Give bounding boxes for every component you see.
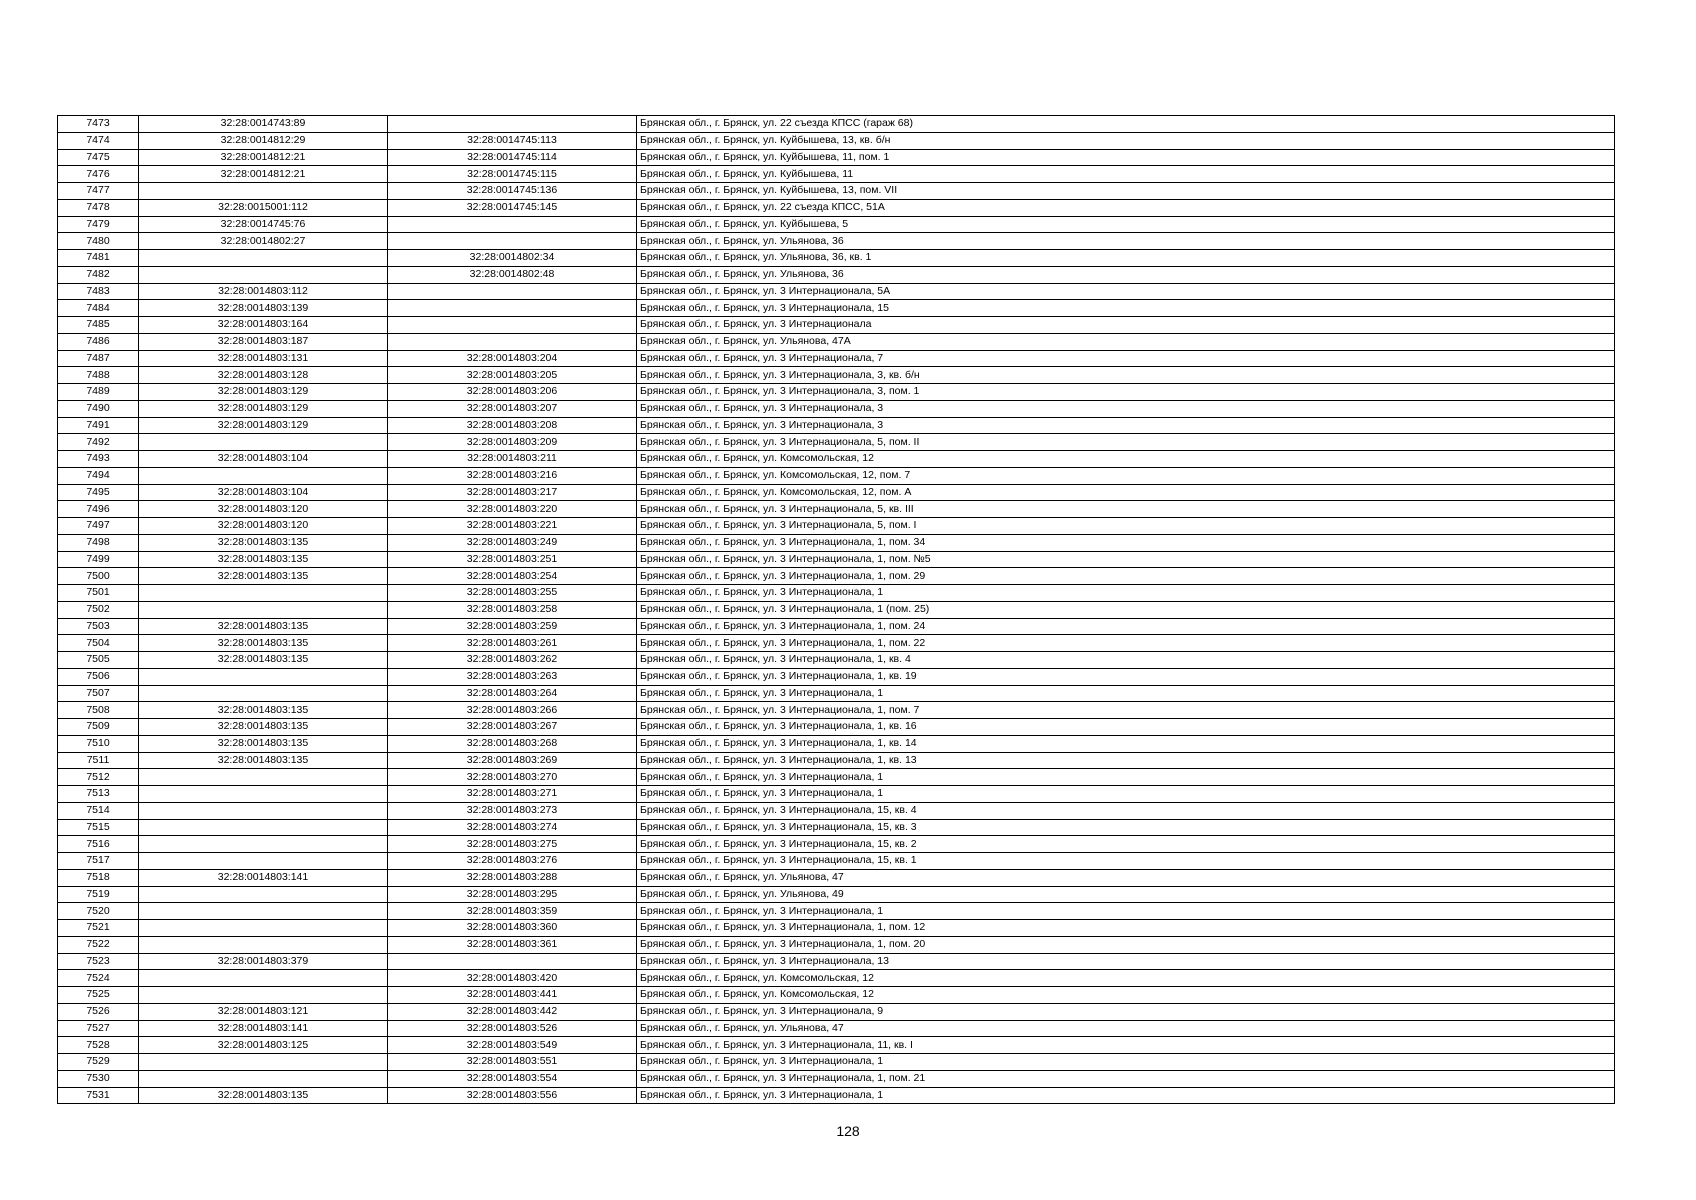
land-plot-cadastral-cell: 32:28:0014803:128 — [139, 367, 388, 384]
land-plot-cadastral-cell: 32:28:0014803:379 — [139, 953, 388, 970]
land-plot-cadastral-cell: 32:28:0014803:129 — [139, 400, 388, 417]
address-cell: Брянская обл., г. Брянск, ул. Комсомольская, 12 — [637, 987, 1615, 1004]
land-plot-cadastral-cell: 32:28:0014802:27 — [139, 233, 388, 250]
land-plot-cadastral-cell: 32:28:0014743:89 — [139, 116, 388, 133]
row-number-cell: 7521 — [58, 920, 139, 937]
table-row — [58, 853, 1615, 870]
address-cell: Брянская обл., г. Брянск, ул. 3 Интернационала, 5А — [637, 283, 1615, 300]
row-number-cell: 7507 — [58, 685, 139, 702]
object-cadastral-cell: 32:28:0014745:113 — [388, 132, 637, 149]
address-cell: Брянская обл., г. Брянск, ул. 3 Интернационала, 1, пом. 21 — [637, 1070, 1615, 1087]
land-plot-cadastral-cell: 32:28:0014803:129 — [139, 384, 388, 401]
address-cell: Брянская обл., г. Брянск, ул. 3 Интернационала, 9 — [637, 1003, 1615, 1020]
land-plot-cadastral-cell: 32:28:0014803:135 — [139, 551, 388, 568]
table-row — [58, 250, 1615, 267]
row-number-cell: 7499 — [58, 551, 139, 568]
row-number-cell: 7481 — [58, 250, 139, 267]
table-row — [58, 317, 1615, 334]
land-plot-cadastral-cell: 32:28:0014812:29 — [139, 132, 388, 149]
table-row — [58, 836, 1615, 853]
land-plot-cadastral-cell: 32:28:0014803:187 — [139, 333, 388, 350]
land-plot-cadastral-cell — [139, 601, 388, 618]
land-plot-cadastral-cell: 32:28:0015001:112 — [139, 199, 388, 216]
object-cadastral-cell — [388, 317, 637, 334]
object-cadastral-cell: 32:28:0014745:114 — [388, 149, 637, 166]
object-cadastral-cell: 32:28:0014802:34 — [388, 250, 637, 267]
row-number-cell: 7493 — [58, 451, 139, 468]
address-cell: Брянская обл., г. Брянск, ул. 3 Интернационала, 15, кв. 4 — [637, 802, 1615, 819]
object-cadastral-cell: 32:28:0014803:556 — [388, 1087, 637, 1104]
property-registry-table — [57, 115, 1615, 1104]
row-number-cell: 7504 — [58, 635, 139, 652]
address-cell: Брянская обл., г. Брянск, ул. 3 Интернационала, 1 — [637, 1087, 1615, 1104]
address-cell: Брянская обл., г. Брянск, ул. 3 Интернационала, 3, пом. 1 — [637, 384, 1615, 401]
row-number-cell: 7492 — [58, 434, 139, 451]
object-cadastral-cell: 32:28:0014803:220 — [388, 501, 637, 518]
object-cadastral-cell: 32:28:0014803:216 — [388, 467, 637, 484]
address-cell: Брянская обл., г. Брянск, ул. 3 Интернационала, 11, кв. I — [637, 1037, 1615, 1054]
land-plot-cadastral-cell — [139, 903, 388, 920]
object-cadastral-cell — [388, 233, 637, 250]
table-row — [58, 166, 1615, 183]
row-number-cell: 7498 — [58, 534, 139, 551]
address-cell: Брянская обл., г. Брянск, ул. Ульянова, 36 — [637, 233, 1615, 250]
table-row — [58, 233, 1615, 250]
land-plot-cadastral-cell: 32:28:0014803:135 — [139, 735, 388, 752]
address-cell: Брянская обл., г. Брянск, ул. 3 Интернационала, 5, кв. III — [637, 501, 1615, 518]
row-number-cell: 7529 — [58, 1054, 139, 1071]
land-plot-cadastral-cell: 32:28:0014803:135 — [139, 618, 388, 635]
land-plot-cadastral-cell — [139, 183, 388, 200]
land-plot-cadastral-cell: 32:28:0014745:76 — [139, 216, 388, 233]
address-cell: Брянская обл., г. Брянск, ул. 3 Интернационала, 1, пом. №5 — [637, 551, 1615, 568]
address-cell: Брянская обл., г. Брянск, ул. 3 Интернационала, 1 (пом. 25) — [637, 601, 1615, 618]
table-row — [58, 451, 1615, 468]
object-cadastral-cell — [388, 953, 637, 970]
table-row — [58, 1070, 1615, 1087]
row-number-cell: 7502 — [58, 601, 139, 618]
land-plot-cadastral-cell: 32:28:0014803:164 — [139, 317, 388, 334]
table-row — [58, 384, 1615, 401]
land-plot-cadastral-cell: 32:28:0014803:120 — [139, 501, 388, 518]
table-row — [58, 769, 1615, 786]
row-number-cell: 7505 — [58, 652, 139, 669]
table-row — [58, 819, 1615, 836]
row-number-cell: 7526 — [58, 1003, 139, 1020]
address-cell: Брянская обл., г. Брянск, ул. Куйбышева, 11 — [637, 166, 1615, 183]
row-number-cell: 7524 — [58, 970, 139, 987]
address-cell: Брянская обл., г. Брянск, ул. 3 Интернационала, 1, пом. 24 — [637, 618, 1615, 635]
address-cell: Брянская обл., г. Брянск, ул. Ульянова, 36, кв. 1 — [637, 250, 1615, 267]
object-cadastral-cell: 32:28:0014803:262 — [388, 652, 637, 669]
object-cadastral-cell — [388, 216, 637, 233]
table-row — [58, 467, 1615, 484]
row-number-cell: 7475 — [58, 149, 139, 166]
land-plot-cadastral-cell: 32:28:0014803:120 — [139, 518, 388, 535]
address-cell: Брянская обл., г. Брянск, ул. 3 Интернационала, 1 — [637, 1054, 1615, 1071]
object-cadastral-cell: 32:28:0014802:48 — [388, 266, 637, 283]
table-row — [58, 936, 1615, 953]
row-number-cell: 7528 — [58, 1037, 139, 1054]
address-cell: Брянская обл., г. Брянск, ул. 3 Интернационала, 1, кв. 19 — [637, 668, 1615, 685]
object-cadastral-cell — [388, 283, 637, 300]
row-number-cell: 7510 — [58, 735, 139, 752]
address-cell: Брянская обл., г. Брянск, ул. 3 Интернационала, 3 — [637, 400, 1615, 417]
address-cell: Брянская обл., г. Брянск, ул. 3 Интернационала — [637, 317, 1615, 334]
table-row — [58, 149, 1615, 166]
object-cadastral-cell: 32:28:0014803:217 — [388, 484, 637, 501]
land-plot-cadastral-cell: 32:28:0014803:104 — [139, 484, 388, 501]
address-cell: Брянская обл., г. Брянск, ул. 3 Интернационала, 1 — [637, 786, 1615, 803]
registry-table-body — [58, 116, 1615, 1104]
table-row — [58, 216, 1615, 233]
land-plot-cadastral-cell — [139, 585, 388, 602]
table-row — [58, 417, 1615, 434]
address-cell: Брянская обл., г. Брянск, ул. 3 Интернационала, 1 — [637, 585, 1615, 602]
row-number-cell: 7522 — [58, 936, 139, 953]
row-number-cell: 7527 — [58, 1020, 139, 1037]
address-cell: Брянская обл., г. Брянск, ул. 3 Интернационала, 5, пом. I — [637, 518, 1615, 535]
land-plot-cadastral-cell — [139, 1054, 388, 1071]
address-cell: Брянская обл., г. Брянск, ул. 3 Интернационала, 1, пом. 12 — [637, 920, 1615, 937]
address-cell: Брянская обл., г. Брянск, ул. 3 Интернационала, 15, кв. 3 — [637, 819, 1615, 836]
object-cadastral-cell: 32:28:0014803:270 — [388, 769, 637, 786]
land-plot-cadastral-cell: 32:28:0014803:135 — [139, 702, 388, 719]
table-row — [58, 518, 1615, 535]
land-plot-cadastral-cell: 32:28:0014803:135 — [139, 752, 388, 769]
address-cell: Брянская обл., г. Брянск, ул. Комсомольская, 12, пом. 7 — [637, 467, 1615, 484]
address-cell: Брянская обл., г. Брянск, ул. Ульянова, 36 — [637, 266, 1615, 283]
address-cell: Брянская обл., г. Брянск, ул. Ульянова, 47 — [637, 1020, 1615, 1037]
row-number-cell: 7474 — [58, 132, 139, 149]
table-row — [58, 199, 1615, 216]
table-row — [58, 903, 1615, 920]
table-row — [58, 652, 1615, 669]
row-number-cell: 7517 — [58, 853, 139, 870]
table-row — [58, 400, 1615, 417]
object-cadastral-cell: 32:28:0014803:266 — [388, 702, 637, 719]
object-cadastral-cell: 32:28:0014803:267 — [388, 719, 637, 736]
row-number-cell: 7509 — [58, 719, 139, 736]
table-row — [58, 132, 1615, 149]
address-cell: Брянская обл., г. Брянск, ул. 3 Интернационала, 1, пом. 20 — [637, 936, 1615, 953]
land-plot-cadastral-cell — [139, 786, 388, 803]
object-cadastral-cell: 32:28:0014803:255 — [388, 585, 637, 602]
object-cadastral-cell: 32:28:0014803:274 — [388, 819, 637, 836]
row-number-cell: 7503 — [58, 618, 139, 635]
object-cadastral-cell: 32:28:0014803:206 — [388, 384, 637, 401]
row-number-cell: 7516 — [58, 836, 139, 853]
row-number-cell: 7518 — [58, 869, 139, 886]
land-plot-cadastral-cell — [139, 434, 388, 451]
object-cadastral-cell: 32:28:0014803:276 — [388, 853, 637, 870]
object-cadastral-cell — [388, 300, 637, 317]
land-plot-cadastral-cell: 32:28:0014803:112 — [139, 283, 388, 300]
address-cell: Брянская обл., г. Брянск, ул. 22 съезда КПСС, 51А — [637, 199, 1615, 216]
address-cell: Брянская обл., г. Брянск, ул. 3 Интернационала, 7 — [637, 350, 1615, 367]
row-number-cell: 7487 — [58, 350, 139, 367]
object-cadastral-cell — [388, 333, 637, 350]
object-cadastral-cell: 32:28:0014803:273 — [388, 802, 637, 819]
row-number-cell: 7477 — [58, 183, 139, 200]
row-number-cell: 7513 — [58, 786, 139, 803]
land-plot-cadastral-cell: 32:28:0014812:21 — [139, 149, 388, 166]
object-cadastral-cell: 32:28:0014803:361 — [388, 936, 637, 953]
address-cell: Брянская обл., г. Брянск, ул. 3 Интернационала, 1, пом. 22 — [637, 635, 1615, 652]
address-cell: Брянская обл., г. Брянск, ул. Комсомольская, 12, пом. А — [637, 484, 1615, 501]
object-cadastral-cell: 32:28:0014803:441 — [388, 987, 637, 1004]
page-number: 128 — [836, 1123, 860, 1139]
object-cadastral-cell: 32:28:0014803:264 — [388, 685, 637, 702]
table-row — [58, 970, 1615, 987]
object-cadastral-cell: 32:28:0014803:551 — [388, 1054, 637, 1071]
row-number-cell: 7479 — [58, 216, 139, 233]
table-row — [58, 1054, 1615, 1071]
object-cadastral-cell: 32:28:0014803:554 — [388, 1070, 637, 1087]
address-cell: Брянская обл., г. Брянск, ул. 3 Интернационала, 1, пом. 7 — [637, 702, 1615, 719]
row-number-cell: 7508 — [58, 702, 139, 719]
object-cadastral-cell: 32:28:0014803:526 — [388, 1020, 637, 1037]
table-row — [58, 987, 1615, 1004]
row-number-cell: 7514 — [58, 802, 139, 819]
object-cadastral-cell: 32:28:0014803:288 — [388, 869, 637, 886]
object-cadastral-cell: 32:28:0014803:360 — [388, 920, 637, 937]
object-cadastral-cell: 32:28:0014803:269 — [388, 752, 637, 769]
table-row — [58, 702, 1615, 719]
address-cell: Брянская обл., г. Брянск, ул. 3 Интернационала, 1, пом. 34 — [637, 534, 1615, 551]
table-row — [58, 635, 1615, 652]
address-cell: Брянская обл., г. Брянск, ул. 3 Интернационала, 5, пом. II — [637, 434, 1615, 451]
row-number-cell: 7489 — [58, 384, 139, 401]
object-cadastral-cell: 32:28:0014803:442 — [388, 1003, 637, 1020]
land-plot-cadastral-cell: 32:28:0014803:135 — [139, 568, 388, 585]
address-cell: Брянская обл., г. Брянск, ул. 3 Интернационала, 1, кв. 16 — [637, 719, 1615, 736]
address-cell: Брянская обл., г. Брянск, ул. 3 Интернационала, 15 — [637, 300, 1615, 317]
object-cadastral-cell: 32:28:0014803:249 — [388, 534, 637, 551]
table-row — [58, 802, 1615, 819]
address-cell: Брянская обл., г. Брянск, ул. 3 Интернационала, 13 — [637, 953, 1615, 970]
table-row — [58, 886, 1615, 903]
address-cell: Брянская обл., г. Брянск, ул. 22 съезда КПСС (гараж 68) — [637, 116, 1615, 133]
land-plot-cadastral-cell — [139, 970, 388, 987]
row-number-cell: 7520 — [58, 903, 139, 920]
land-plot-cadastral-cell — [139, 920, 388, 937]
row-number-cell: 7486 — [58, 333, 139, 350]
table-row — [58, 1087, 1615, 1104]
row-number-cell: 7485 — [58, 317, 139, 334]
row-number-cell: 7473 — [58, 116, 139, 133]
land-plot-cadastral-cell: 32:28:0014803:104 — [139, 451, 388, 468]
table-row — [58, 869, 1615, 886]
table-row — [58, 484, 1615, 501]
row-number-cell: 7476 — [58, 166, 139, 183]
land-plot-cadastral-cell — [139, 853, 388, 870]
address-cell: Брянская обл., г. Брянск, ул. 3 Интернационала, 1, кв. 14 — [637, 735, 1615, 752]
table-row — [58, 585, 1615, 602]
land-plot-cadastral-cell: 32:28:0014803:141 — [139, 1020, 388, 1037]
address-cell: Брянская обл., г. Брянск, ул. Куйбышева, 11, пом. 1 — [637, 149, 1615, 166]
table-row — [58, 183, 1615, 200]
address-cell: Брянская обл., г. Брянск, ул. 3 Интернационала, 1 — [637, 685, 1615, 702]
table-row — [58, 719, 1615, 736]
land-plot-cadastral-cell: 32:28:0014803:139 — [139, 300, 388, 317]
row-number-cell: 7490 — [58, 400, 139, 417]
table-row — [58, 685, 1615, 702]
land-plot-cadastral-cell — [139, 685, 388, 702]
table-row — [58, 283, 1615, 300]
table-row — [58, 668, 1615, 685]
land-plot-cadastral-cell: 32:28:0014803:121 — [139, 1003, 388, 1020]
address-cell: Брянская обл., г. Брянск, ул. Ульянова, 47А — [637, 333, 1615, 350]
table-row — [58, 618, 1615, 635]
object-cadastral-cell: 32:28:0014745:115 — [388, 166, 637, 183]
row-number-cell: 7483 — [58, 283, 139, 300]
object-cadastral-cell: 32:28:0014803:258 — [388, 601, 637, 618]
object-cadastral-cell: 32:28:0014803:204 — [388, 350, 637, 367]
object-cadastral-cell: 32:28:0014803:251 — [388, 551, 637, 568]
table-row — [58, 501, 1615, 518]
row-number-cell: 7484 — [58, 300, 139, 317]
land-plot-cadastral-cell — [139, 1070, 388, 1087]
object-cadastral-cell: 32:28:0014745:136 — [388, 183, 637, 200]
address-cell: Брянская обл., г. Брянск, ул. Куйбышева, 13, кв. б/н — [637, 132, 1615, 149]
row-number-cell: 7480 — [58, 233, 139, 250]
address-cell: Брянская обл., г. Брянск, ул. 3 Интернационала, 15, кв. 1 — [637, 853, 1615, 870]
object-cadastral-cell: 32:28:0014803:259 — [388, 618, 637, 635]
row-number-cell: 7523 — [58, 953, 139, 970]
table-row — [58, 116, 1615, 133]
land-plot-cadastral-cell — [139, 987, 388, 1004]
object-cadastral-cell: 32:28:0014803:211 — [388, 451, 637, 468]
object-cadastral-cell: 32:28:0014803:263 — [388, 668, 637, 685]
land-plot-cadastral-cell: 32:28:0014803:135 — [139, 635, 388, 652]
object-cadastral-cell: 32:28:0014803:205 — [388, 367, 637, 384]
object-cadastral-cell: 32:28:0014803:295 — [388, 886, 637, 903]
table-row — [58, 1037, 1615, 1054]
land-plot-cadastral-cell — [139, 250, 388, 267]
row-number-cell: 7496 — [58, 501, 139, 518]
address-cell: Брянская обл., г. Брянск, ул. Комсомольская, 12 — [637, 451, 1615, 468]
land-plot-cadastral-cell: 32:28:0014803:135 — [139, 719, 388, 736]
row-number-cell: 7501 — [58, 585, 139, 602]
address-cell: Брянская обл., г. Брянск, ул. 3 Интернационала, 3 — [637, 417, 1615, 434]
object-cadastral-cell: 32:28:0014803:207 — [388, 400, 637, 417]
row-number-cell: 7506 — [58, 668, 139, 685]
row-number-cell: 7495 — [58, 484, 139, 501]
row-number-cell: 7491 — [58, 417, 139, 434]
object-cadastral-cell: 32:28:0014803:359 — [388, 903, 637, 920]
address-cell: Брянская обл., г. Брянск, ул. 3 Интернационала, 1 — [637, 769, 1615, 786]
row-number-cell: 7530 — [58, 1070, 139, 1087]
land-plot-cadastral-cell: 32:28:0014803:129 — [139, 417, 388, 434]
object-cadastral-cell: 32:28:0014803:221 — [388, 518, 637, 535]
object-cadastral-cell — [388, 116, 637, 133]
land-plot-cadastral-cell — [139, 936, 388, 953]
row-number-cell: 7478 — [58, 199, 139, 216]
row-number-cell: 7497 — [58, 518, 139, 535]
table-row — [58, 953, 1615, 970]
table-row — [58, 367, 1615, 384]
address-cell: Брянская обл., г. Брянск, ул. 3 Интернационала, 1, пом. 29 — [637, 568, 1615, 585]
table-row — [58, 1003, 1615, 1020]
row-number-cell: 7482 — [58, 266, 139, 283]
address-cell: Брянская обл., г. Брянск, ул. Комсомольская, 12 — [637, 970, 1615, 987]
object-cadastral-cell: 32:28:0014745:145 — [388, 199, 637, 216]
land-plot-cadastral-cell — [139, 836, 388, 853]
address-cell: Брянская обл., г. Брянск, ул. Куйбышева, 5 — [637, 216, 1615, 233]
land-plot-cadastral-cell: 32:28:0014803:135 — [139, 652, 388, 669]
object-cadastral-cell: 32:28:0014803:209 — [388, 434, 637, 451]
row-number-cell: 7512 — [58, 769, 139, 786]
land-plot-cadastral-cell — [139, 819, 388, 836]
address-cell: Брянская обл., г. Брянск, ул. Ульянова, 47 — [637, 869, 1615, 886]
table-row — [58, 266, 1615, 283]
row-number-cell: 7531 — [58, 1087, 139, 1104]
address-cell: Брянская обл., г. Брянск, ул. Куйбышева, 13, пом. VII — [637, 183, 1615, 200]
land-plot-cadastral-cell: 32:28:0014803:131 — [139, 350, 388, 367]
land-plot-cadastral-cell: 32:28:0014803:125 — [139, 1037, 388, 1054]
land-plot-cadastral-cell: 32:28:0014803:135 — [139, 534, 388, 551]
table-row — [58, 786, 1615, 803]
land-plot-cadastral-cell — [139, 886, 388, 903]
object-cadastral-cell: 32:28:0014803:275 — [388, 836, 637, 853]
object-cadastral-cell: 32:28:0014803:271 — [388, 786, 637, 803]
address-cell: Брянская обл., г. Брянск, ул. Ульянова, 49 — [637, 886, 1615, 903]
table-row — [58, 752, 1615, 769]
land-plot-cadastral-cell — [139, 668, 388, 685]
land-plot-cadastral-cell: 32:28:0014812:21 — [139, 166, 388, 183]
table-row — [58, 434, 1615, 451]
land-plot-cadastral-cell — [139, 266, 388, 283]
table-row — [58, 1020, 1615, 1037]
row-number-cell: 7494 — [58, 467, 139, 484]
address-cell: Брянская обл., г. Брянск, ул. 3 Интернационала, 1, кв. 13 — [637, 752, 1615, 769]
table-row — [58, 735, 1615, 752]
table-row — [58, 568, 1615, 585]
table-row — [58, 350, 1615, 367]
table-row — [58, 551, 1615, 568]
object-cadastral-cell: 32:28:0014803:254 — [388, 568, 637, 585]
row-number-cell: 7519 — [58, 886, 139, 903]
land-plot-cadastral-cell — [139, 769, 388, 786]
address-cell: Брянская обл., г. Брянск, ул. 3 Интернационала, 3, кв. б/н — [637, 367, 1615, 384]
table-row — [58, 920, 1615, 937]
address-cell: Брянская обл., г. Брянск, ул. 3 Интернационала, 15, кв. 2 — [637, 836, 1615, 853]
row-number-cell: 7511 — [58, 752, 139, 769]
table-row — [58, 300, 1615, 317]
table-row — [58, 601, 1615, 618]
object-cadastral-cell: 32:28:0014803:208 — [388, 417, 637, 434]
object-cadastral-cell: 32:28:0014803:261 — [388, 635, 637, 652]
land-plot-cadastral-cell: 32:28:0014803:141 — [139, 869, 388, 886]
row-number-cell: 7500 — [58, 568, 139, 585]
row-number-cell: 7488 — [58, 367, 139, 384]
object-cadastral-cell: 32:28:0014803:420 — [388, 970, 637, 987]
address-cell: Брянская обл., г. Брянск, ул. 3 Интернационала, 1 — [637, 903, 1615, 920]
object-cadastral-cell: 32:28:0014803:268 — [388, 735, 637, 752]
table-row — [58, 534, 1615, 551]
row-number-cell: 7525 — [58, 987, 139, 1004]
table-row — [58, 333, 1615, 350]
address-cell: Брянская обл., г. Брянск, ул. 3 Интернационала, 1, кв. 4 — [637, 652, 1615, 669]
land-plot-cadastral-cell — [139, 467, 388, 484]
row-number-cell: 7515 — [58, 819, 139, 836]
land-plot-cadastral-cell: 32:28:0014803:135 — [139, 1087, 388, 1104]
object-cadastral-cell: 32:28:0014803:549 — [388, 1037, 637, 1054]
land-plot-cadastral-cell — [139, 802, 388, 819]
